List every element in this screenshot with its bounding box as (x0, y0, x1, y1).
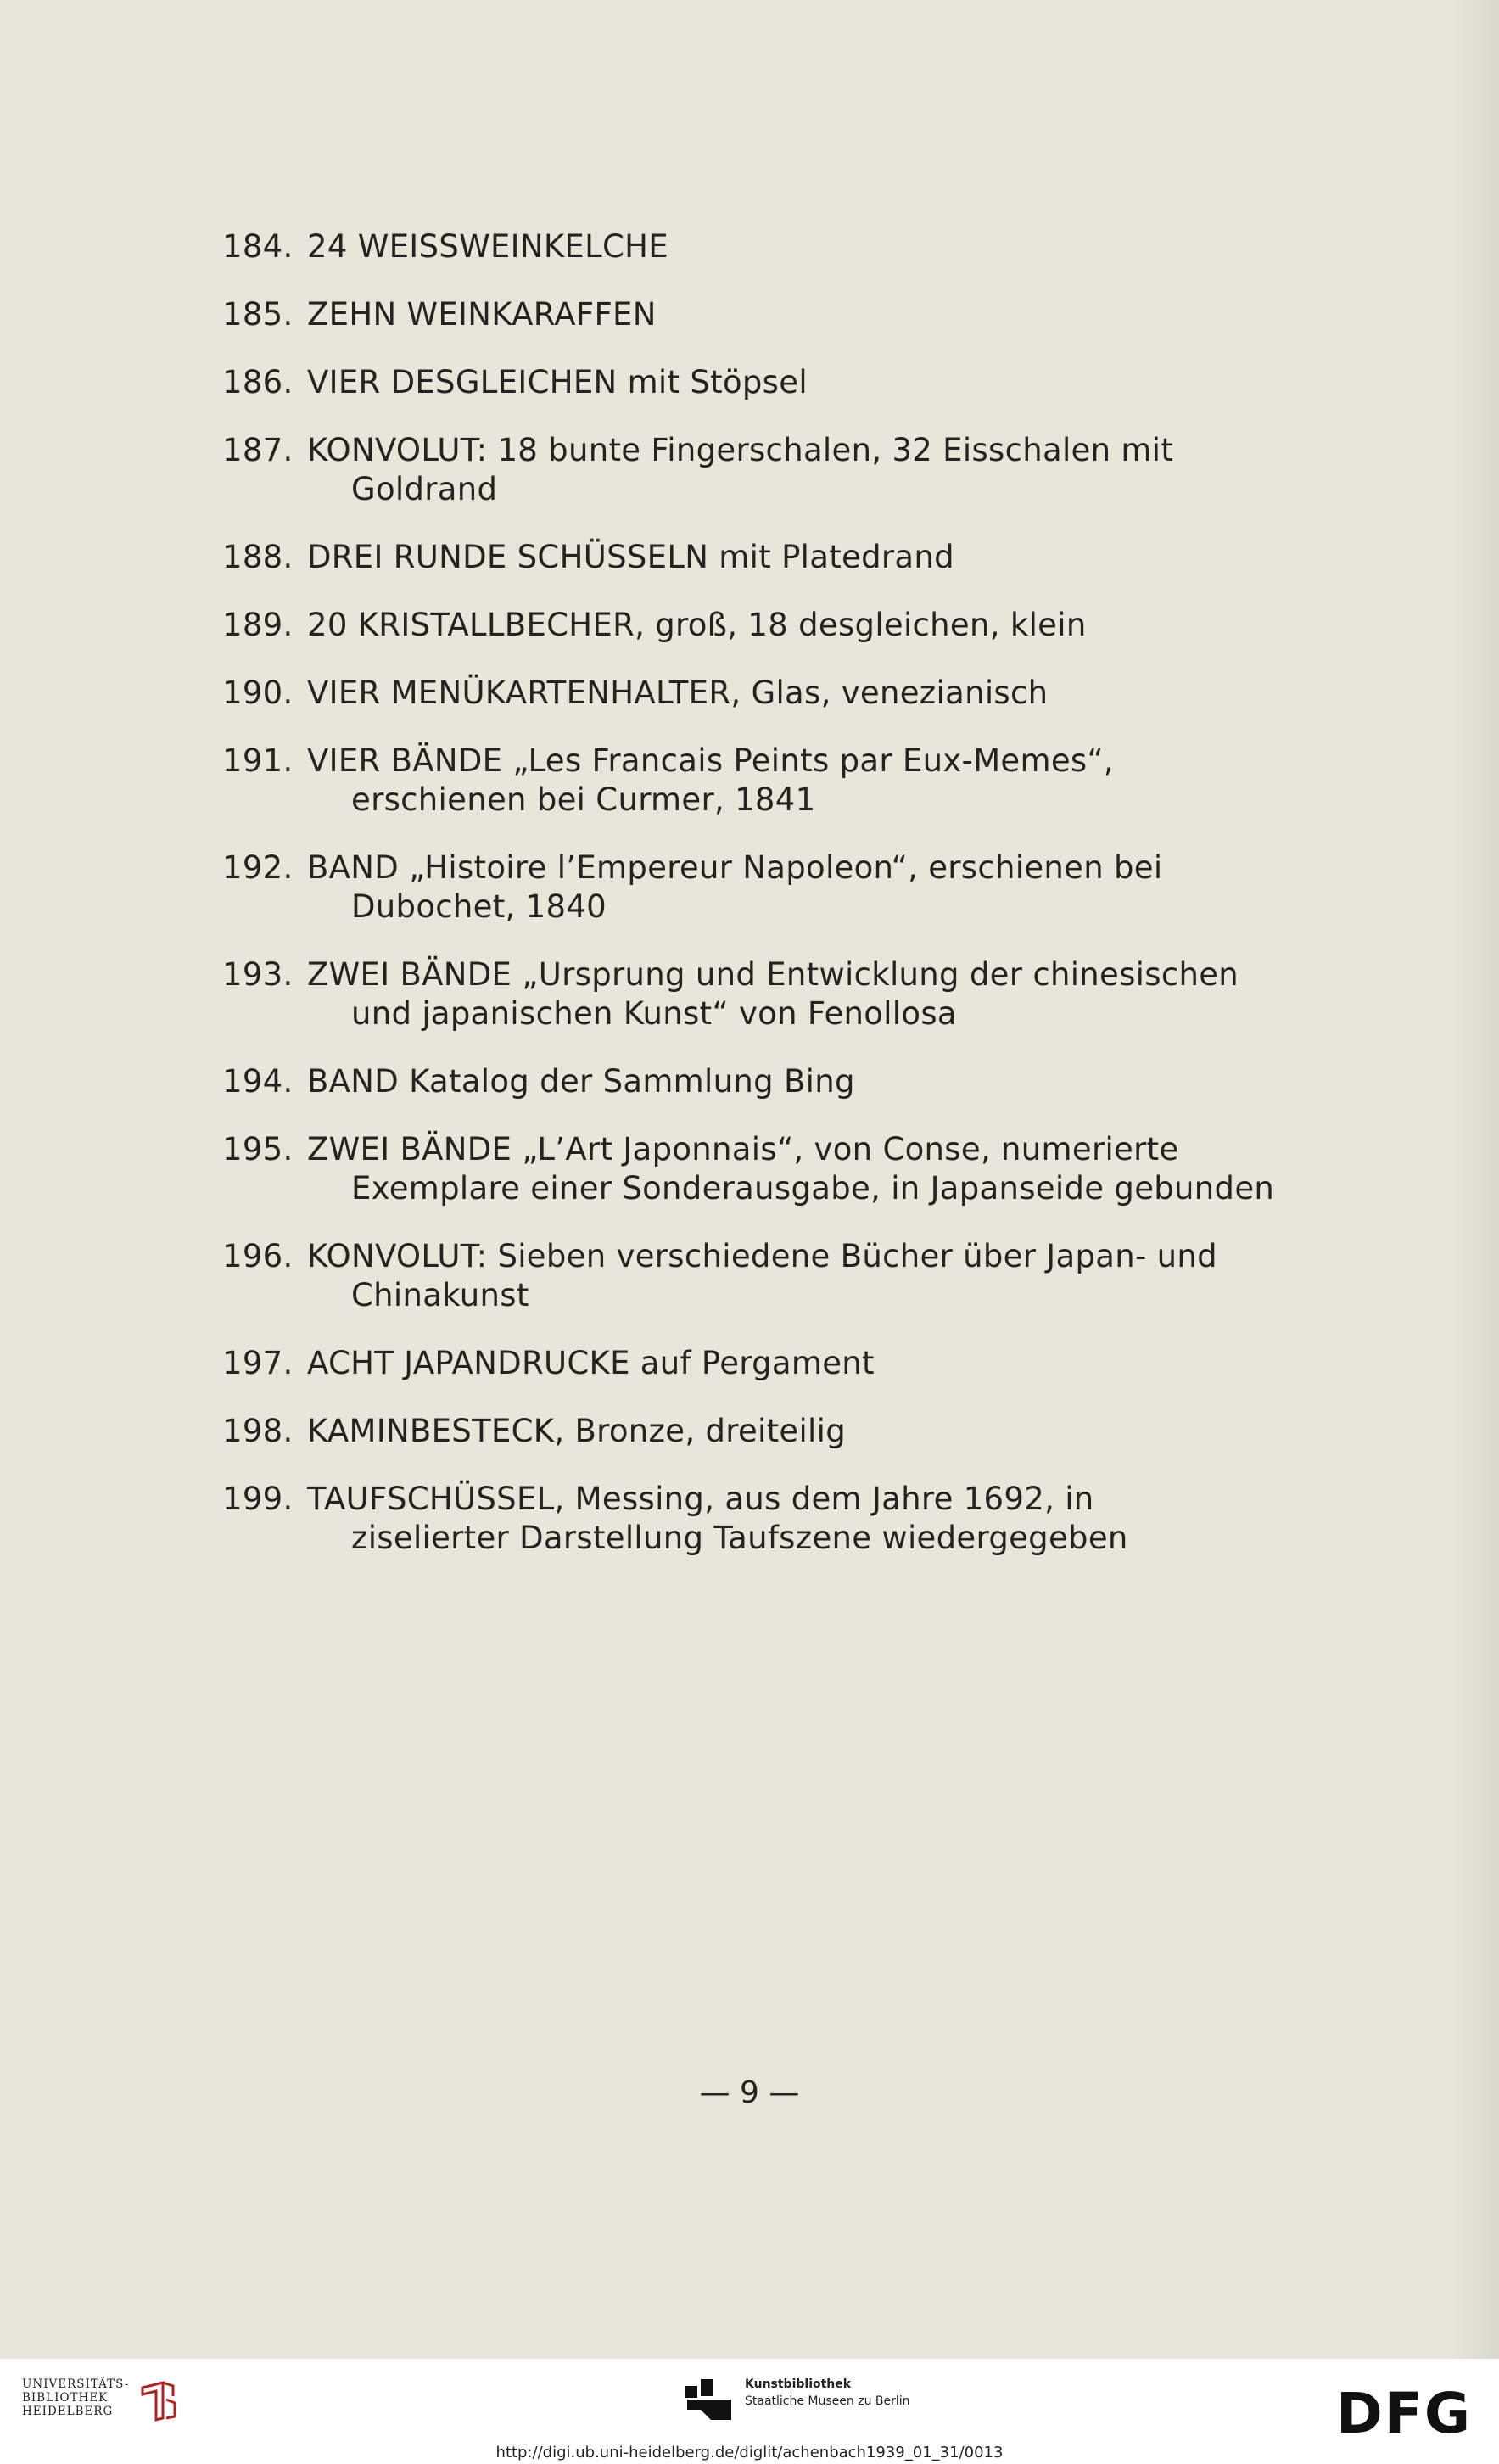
entry-description (307, 742, 1300, 820)
catalog-entry (222, 848, 1300, 927)
page-gutter-shadow (1448, 0, 1499, 2359)
catalog-entries (222, 227, 1300, 1587)
university-logo-icon (137, 2379, 178, 2423)
entry-text-line: ZWEI BÄNDE „L’Art Japonnais“, von Conse, numerierte (307, 1131, 1179, 1168)
entry-description (307, 848, 1300, 927)
catalog-entry (222, 606, 1300, 645)
catalog-entry (222, 295, 1300, 334)
entry-text-line: KAMINBESTECK, Bronze, dreiteilig (307, 1413, 846, 1449)
entry-number: 194. (222, 1063, 294, 1100)
page-number: — 9 — (699, 2075, 800, 2110)
entry-description (307, 1412, 1300, 1451)
entry-description (307, 1237, 1300, 1315)
entry-text-continuation: und japanischen Kunst“ von Fenollosa (351, 995, 957, 1032)
entry-number: 187. (222, 432, 294, 468)
catalog-entry (222, 674, 1300, 713)
entry-description (307, 1344, 1300, 1383)
entry-description (307, 295, 1300, 334)
footer-bar (0, 2359, 1499, 2464)
entry-number: 189. (222, 607, 294, 643)
entry-text-continuation: ziselierter Darstellung Taufszene wiedergegeben (351, 1520, 1128, 1556)
dfg-logo[interactable]: DFG (1336, 2381, 1473, 2446)
entry-number: 195. (222, 1131, 294, 1168)
entry-text-continuation: Chinakunst (351, 1277, 529, 1313)
catalog-entry (222, 1130, 1300, 1208)
catalog-entry (222, 538, 1300, 577)
entry-description (307, 955, 1300, 1033)
entry-description (307, 431, 1300, 509)
kunstbibliothek-text: Kunstbibliothek Staatliche Museen zu Berlin (745, 2377, 910, 2408)
entry-description (307, 1480, 1300, 1558)
entry-text-line: VIER DESGLEICHEN mit Stöpsel (307, 364, 808, 400)
entry-description (307, 606, 1300, 645)
entry-text-line: BAND „Histoire l’Empereur Napoleon“, erschienen bei (307, 849, 1163, 886)
entry-text-line: VIER MENÜKARTENHALTER, Glas, venezianisch (307, 675, 1049, 711)
entry-text-line: ACHT JAPANDRUCKE auf Pergament (307, 1345, 875, 1381)
entry-description (307, 674, 1300, 713)
kunstbibliothek-icon (685, 2379, 733, 2422)
entry-number: 197. (222, 1345, 294, 1381)
entry-text-line: ZWEI BÄNDE „Ursprung und Entwicklung der chinesischen (307, 956, 1239, 993)
entry-number: 193. (222, 956, 294, 993)
entry-number: 190. (222, 675, 294, 711)
entry-text-line: ZEHN WEINKARAFFEN (307, 296, 657, 333)
entry-text-continuation: Exemplare einer Sonderausgabe, in Japanseide gebunden (351, 1170, 1275, 1207)
entry-description (307, 538, 1300, 577)
catalog-entry (222, 1480, 1300, 1558)
entry-text-line: BAND Katalog der Sammlung Bing (307, 1063, 855, 1100)
university-library-name: UNIVERSITÄTS- BIBLIOTHEK HEIDELBERG (22, 2377, 130, 2418)
entry-text-line: 24 WEISSWEINKELCHE (307, 228, 668, 265)
entry-number: 198. (222, 1413, 294, 1449)
entry-text-line: TAUFSCHÜSSEL, Messing, aus dem Jahre 1692, in (307, 1481, 1094, 1517)
entry-text-continuation: Dubochet, 1840 (351, 888, 607, 925)
entry-number: 186. (222, 364, 294, 400)
entry-number: 192. (222, 849, 294, 886)
catalog-entry (222, 1062, 1300, 1101)
entry-text-line: 20 KRISTALLBECHER, groß, 18 desgleichen, klein (307, 607, 1087, 643)
entry-number: 185. (222, 296, 294, 333)
catalog-entry (222, 1412, 1300, 1451)
entry-text-line: DREI RUNDE SCHÜSSELN mit Platedrand (307, 539, 954, 575)
entry-description (307, 1130, 1300, 1208)
catalog-entry (222, 1344, 1300, 1383)
catalog-entry (222, 227, 1300, 266)
catalog-entry (222, 363, 1300, 402)
entry-description (307, 363, 1300, 402)
entry-text-line: KONVOLUT: Sieben verschiedene Bücher über Japan- und (307, 1238, 1217, 1274)
catalog-entry (222, 742, 1300, 820)
catalog-entry (222, 1237, 1300, 1315)
entry-description (307, 227, 1300, 266)
entry-text-continuation: erschienen bei Curmer, 1841 (351, 781, 816, 818)
entry-text-continuation: Goldrand (351, 471, 498, 507)
catalog-entry (222, 955, 1300, 1033)
entry-text-line: KONVOLUT: 18 bunte Fingerschalen, 32 Eisschalen mit (307, 432, 1174, 468)
entry-text-line: VIER BÄNDE „Les Francais Peints par Eux-Memes“, (307, 742, 1114, 779)
university-library-logo[interactable] (22, 2377, 192, 2428)
entry-number: 199. (222, 1481, 294, 1517)
entry-number: 188. (222, 539, 294, 575)
catalog-entry (222, 431, 1300, 509)
entry-number: 184. (222, 228, 294, 265)
entry-number: 196. (222, 1238, 294, 1274)
entry-description (307, 1062, 1300, 1101)
source-url[interactable]: http://digi.ub.uni-heidelberg.de/diglit/achenbach1939_01_31/0013 (495, 2444, 1004, 2461)
entry-number: 191. (222, 742, 294, 779)
